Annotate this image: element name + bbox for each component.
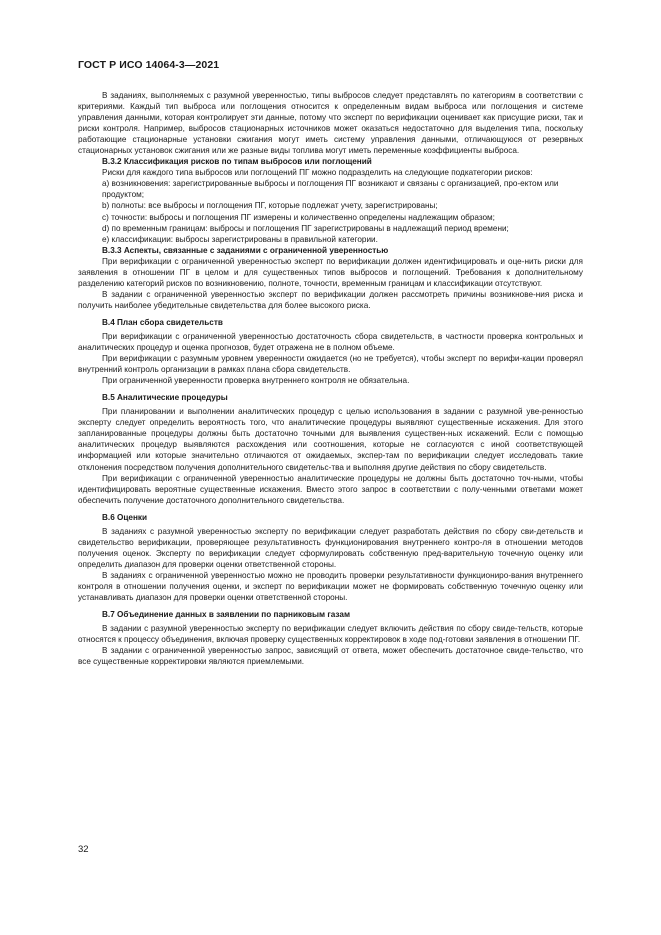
paragraph: При верификации с разумным уровнем уверенности ожидается (но не требуется), чтобы эксперт по верифи-кации проверял внутренний контроль организации в рамках плана сбора свидетельств. — [78, 354, 583, 375]
paragraph: При верификации с ограниченной уверенностью аналитические процедуры не должны быть достаточно точ-ными, чтобы идентифицировать вероятные существенные искажения. Вместо этого запрос в соответствии с полу-ченными ответами может обеспечить получение достаточного дополнительного свидетельства. — [78, 473, 583, 505]
section-heading-b7: B.7 Объединение данных в заявлении по парниковым газам — [102, 610, 350, 620]
page-number: 32 — [78, 844, 89, 855]
paragraph: При верификации с ограниченной уверенностью достаточность сбора свидетельств, в частности проверка контрольных и аналитических процедур и оценка прогнозов, будет отражена не в полном объеме. — [78, 331, 583, 353]
paragraph: При верификации с ограниченной уверенностью эксперт по верификации должен идентифицировать и оце-нить риски для заявления в отношении ПГ в целом и для существенных типов выбросов и поглощений. Требования к дополнительному разделению категорий рисков по возникновению, полноте, точности, временным границам и классификации отсутствуют. — [78, 256, 583, 288]
section-heading-b6: B.6 Оценки — [102, 512, 148, 522]
paragraph: В задании с ограниченной уверенностью запрос, зависящий от ответа, может обеспечить достаточное свиде-тельство, что все существенные корректировки являются приемлемыми. — [78, 646, 583, 667]
paragraph: В заданиях с ограниченной уверенностью можно не проводить проверки результативности функциониро-вания внутреннего контроля в отношении получения оценки, и эксперт по верификации может не формировать собственную точечную оценку или устанавливать диапазон для проверки оценки ответственной стороны. — [78, 570, 583, 603]
paragraph: В заданиях с разумной уверенностью эксперту по верификации следует разработать действия по сбору сви-детельств и свидетельство верификации, проверяющее результативность функционирования внутреннего контро-ля в отношении методов получения оценок. Эксперту по верификации следует сформулировать собственную пред-варительную точечную оценку или определить диапазон для проверки оценки ответственной стороны. — [78, 526, 583, 569]
document-header: ГОСТ Р ИСО 14064-3—2021 — [78, 59, 220, 71]
list-item: b) полноты: все выбросы и поглощения ПГ, которые подлежат учету, зарегистрированы; — [102, 201, 438, 211]
section-heading-b32: B.3.2 Классификация рисков по типам выбросов или поглощений — [102, 157, 372, 167]
section-heading-b4: B.4 План сбора свидетельств — [102, 317, 223, 327]
list-item: d) по временным границам: выбросы и поглощения ПГ зарегистрированы в надлежащий период времени; — [102, 223, 509, 233]
paragraph: В задании с разумной уверенностью эксперту по верификации следует включить действия по сбору свиде-тельств, которые относятся к процессу объединения, включая проверку существенных корректировок в ходе под-готовки заявления в отношении ПГ. — [78, 624, 583, 645]
paragraph: Риски для каждого типа выбросов или поглощений ПГ можно подразделить на следующие подкатегории рисков: — [102, 168, 533, 178]
section-heading-b33: B.3.3 Аспекты, связанные с заданиями с ограниченной уверенностью — [102, 245, 389, 255]
paragraph: В задании с ограниченной уверенностью эксперт по верификации должен рассмотреть причины возникнове-ния риска и получить наиболее убедительные свидетельства для более высокого риска. — [78, 289, 583, 310]
page-content — [78, 90, 583, 667]
list-item: e) классификации: выбросы зарегистрированы в правильной категории. — [102, 234, 378, 244]
list-item: c) точности: выбросы и поглощения ПГ измерены и количественно определены надлежащим образом; — [102, 212, 495, 222]
section-heading-b5: B.5 Аналитические процедуры — [102, 393, 228, 403]
paragraph: При планировании и выполнении аналитических процедур с целью использования в задании с разумной уве-ренностью эксперту следует определить вероятность того, что аналитические процедуры выявляют существенные искажения. Для этого запланированные процедуры должны быть достаточно точными для выявления существен-ных искажений. Если с помощью аналитических процедур выявляются расхождения или соотношения, которые не согласуются с иной соответствующей информацией или которые значительно отличаются от ожидаемых, экспер-там по верификации следует исследовать такие отклонения посредством получения дополнительного свидетельс-тва и выполняя другие действия по сбору свидетельств. — [78, 407, 583, 472]
paragraph: При ограниченной уверенности проверка внутреннего контроля не обязательна. — [102, 376, 410, 386]
list-item: a) возникновения: зарегистрированные выбросы и поглощения ПГ возникают и связаны с организацией, про-ектом или продуктом; — [102, 179, 559, 200]
paragraph: В заданиях, выполняемых с разумной уверенностью, типы выбросов следует представлять по категориям в соответствии с критериями. Каждый тип выброса или поглощения относится к определенным видам выброса или поглощения и системе управления данными, которая контролирует эти данные, потому что эксперт по верификации оценивает как присущие риски, так и риски контроля. Например, выбросов стационарных источников может оказаться недостаточно для выделения типа, поскольку работающие стационарные установки сжигания могут иметь систему управления данными, отличающуюся от резервных стационарных установок сжигания или же разные виды топлива могут иметь переменные коэффициенты выброса. — [78, 91, 583, 156]
